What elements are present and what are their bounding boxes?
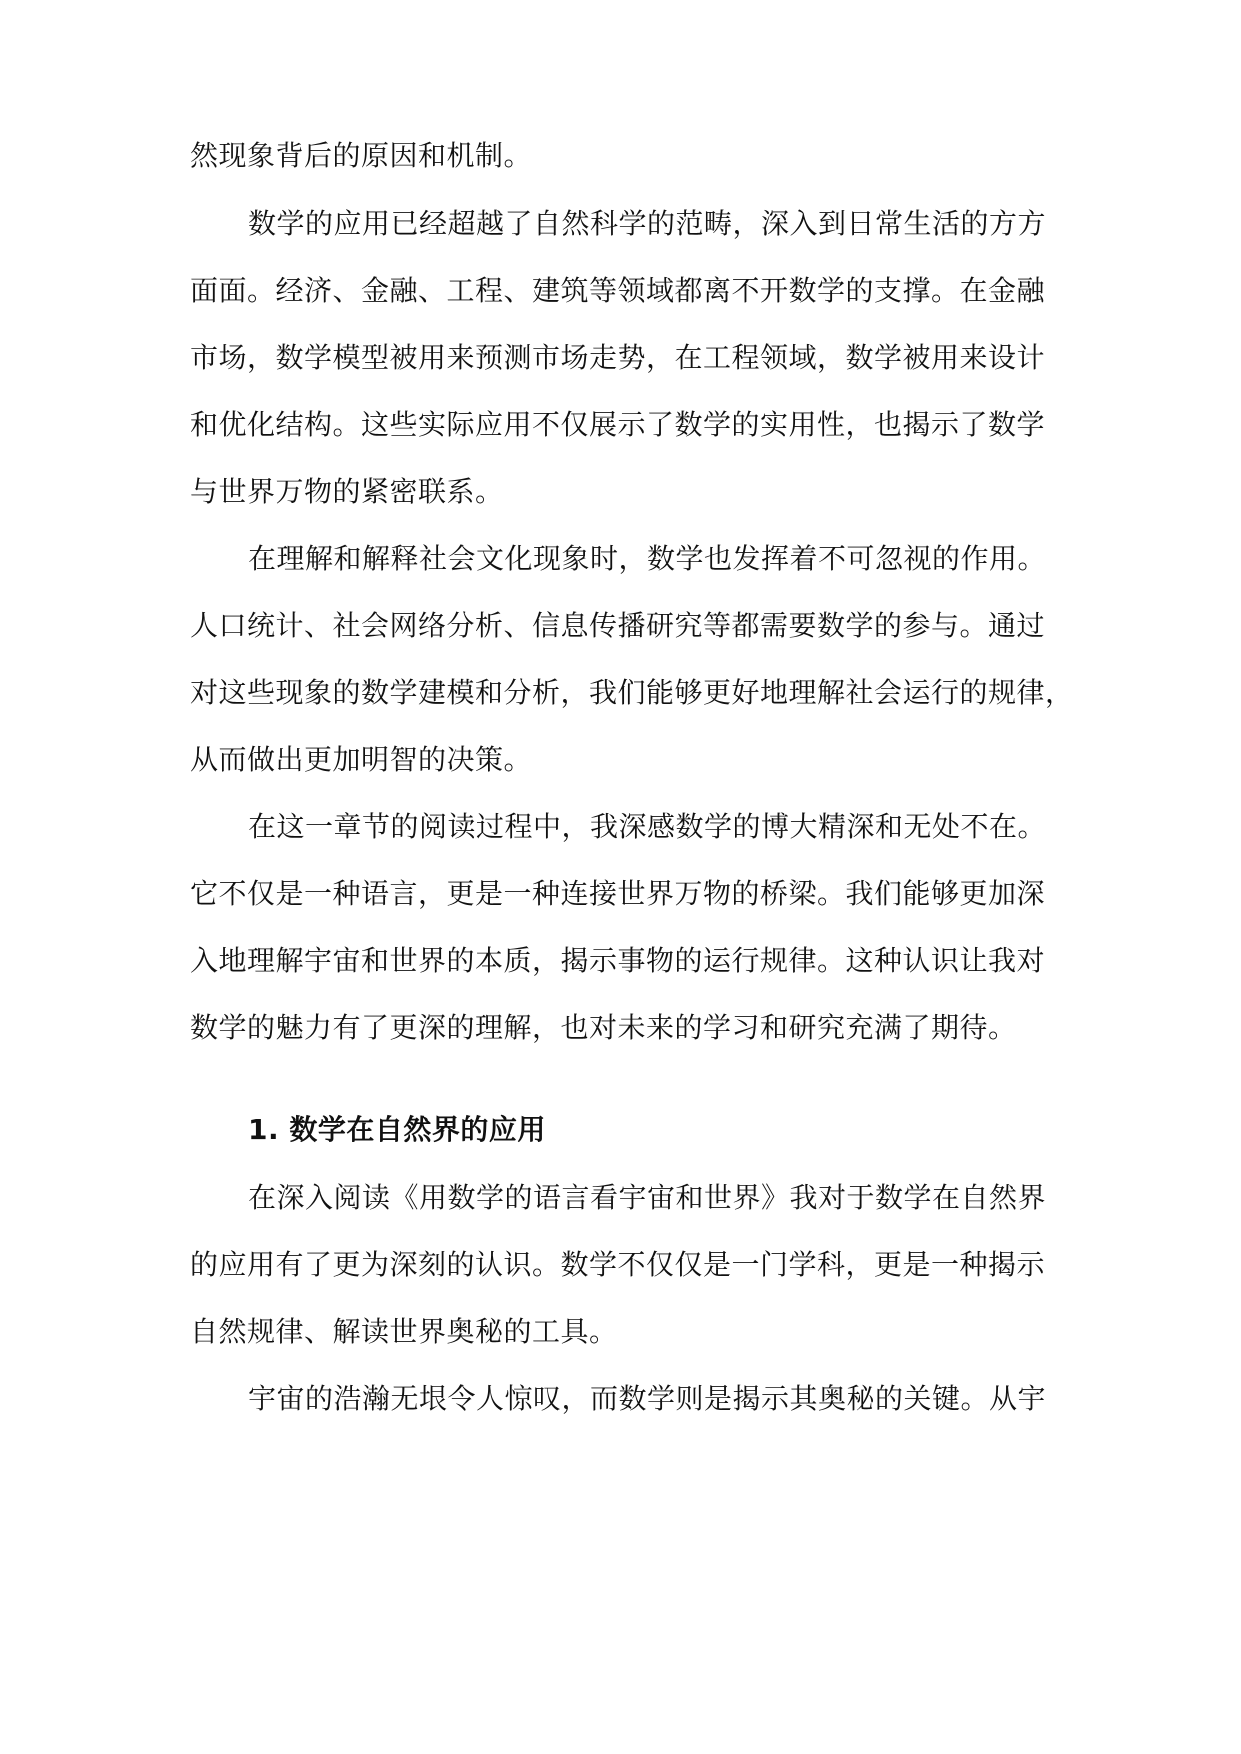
text-line: 入地理解宇宙和世界的本质，揭示事物的运行规律。这种认识让我对	[190, 944, 1046, 977]
text-line: 市场，数学模型被用来预测市场走势，在工程领域，数学被用来设计	[190, 341, 1046, 374]
paragraph-first-line: 在理解和解释社会文化现象时，数学也发挥着不可忽视的作用。	[248, 542, 1047, 575]
text-line: 自然规律、解读世界奥秘的工具。	[190, 1315, 618, 1348]
text-line: 数学的魅力有了更深的理解，也对未来的学习和研究充满了期待。	[190, 1011, 1017, 1044]
text-line: 的应用有了更为深刻的认识。数学不仅仅是一门学科，更是一种揭示	[190, 1248, 1046, 1281]
paragraph-first-line: 在深入阅读《用数学的语言看宇宙和世界》我对于数学在自然界	[248, 1181, 1047, 1214]
paragraph-first-line: 数学的应用已经超越了自然科学的范畴，深入到日常生活的方方	[248, 207, 1047, 240]
text-line: 人口统计、社会网络分析、信息传播研究等都需要数学的参与。通过	[190, 609, 1046, 642]
text-line: 它不仅是一种语言，更是一种连接世界万物的桥梁。我们能够更加深	[190, 877, 1046, 910]
text-line: 对这些现象的数学建模和分析，我们能够更好地理解社会运行的规律，	[190, 676, 1074, 709]
text-line: 与世界万物的紧密联系。	[190, 475, 504, 508]
text-line: 面面。经济、金融、工程、建筑等领域都离不开数学的支撑。在金融	[190, 274, 1046, 307]
paragraph-first-line: 在这一章节的阅读过程中，我深感数学的博大精深和无处不在。	[248, 810, 1047, 843]
paragraph-first-line: 宇宙的浩瀚无垠令人惊叹，而数学则是揭示其奥秘的关键。从宇	[248, 1382, 1047, 1415]
text-line: 和优化结构。这些实际应用不仅展示了数学的实用性，也揭示了数学	[190, 408, 1046, 441]
text-line: 从而做出更加明智的决策。	[190, 743, 533, 776]
section-heading: 1. 数学在自然界的应用	[248, 1113, 546, 1146]
text-line: 然现象背后的原因和机制。	[190, 139, 533, 172]
